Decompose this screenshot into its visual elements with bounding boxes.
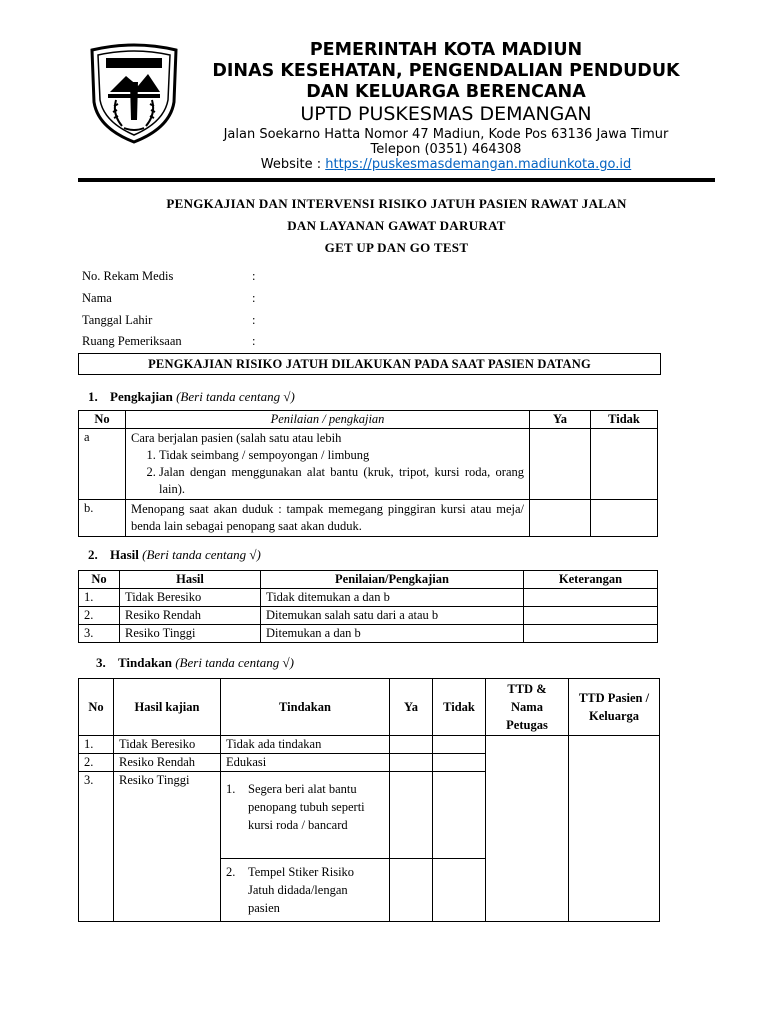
- section1-note: (Beri tanda centang √): [176, 389, 295, 404]
- header-address: Jalan Soekarno Hatta Nomor 47 Madiun, Kode Pos 63136 Jawa Timur: [223, 127, 669, 142]
- form-title-line2: DAN LAYANAN GAWAT DARURAT: [287, 218, 506, 233]
- action-number: 2.: [226, 865, 236, 879]
- row-no: b.: [79, 500, 126, 537]
- row-no: 3.: [79, 772, 114, 922]
- ya-checkbox-cell[interactable]: [390, 736, 433, 754]
- col-ya: Ya: [390, 679, 433, 736]
- ya-checkbox-cell[interactable]: [390, 772, 433, 859]
- field-colon: :: [252, 269, 256, 283]
- result-table: [78, 570, 658, 643]
- assessment-table: [78, 410, 658, 537]
- col-no: No: [79, 571, 120, 589]
- header-line4: UPTD PUSKESMAS DEMANGAN: [300, 103, 592, 125]
- tidak-checkbox-cell[interactable]: [591, 429, 658, 500]
- field-colon: :: [252, 334, 256, 348]
- row-no: 3.: [79, 625, 120, 643]
- row-no: 2.: [79, 754, 114, 772]
- row-no: 1.: [79, 589, 120, 607]
- tidak-checkbox-cell[interactable]: [433, 754, 486, 772]
- section2-title: Hasil: [110, 547, 139, 562]
- table-header-row: [79, 411, 658, 429]
- row-no: 1.: [79, 736, 114, 754]
- website-link[interactable]: https://puskesmasdemangan.madiunkota.go.id: [325, 157, 632, 172]
- section3-title: Tindakan: [118, 655, 172, 670]
- tidak-checkbox-cell[interactable]: [433, 859, 486, 922]
- field-label: Nama: [82, 291, 112, 305]
- keterangan-cell[interactable]: [524, 625, 658, 643]
- field-nama: [82, 291, 255, 306]
- col-tidak: Tidak: [433, 679, 486, 736]
- tidak-checkbox-cell[interactable]: [433, 736, 486, 754]
- shield-icon: [86, 42, 182, 146]
- row-no: 2.: [79, 607, 120, 625]
- row-hasil: Resiko Tinggi: [120, 625, 261, 643]
- header-phone: Telepon (0351) 464308: [370, 142, 522, 157]
- col-ttd-petugas: TTD & Nama Petugas: [486, 679, 569, 736]
- field-colon: :: [252, 291, 256, 305]
- header-line3: DAN KELUARGA BERENCANA: [306, 82, 586, 102]
- assessment-banner: PENGKAJIAN RISIKO JATUH DILAKUKAN PADA SAAT PASIEN DATANG: [78, 353, 661, 375]
- action-text: Segera beri alat bantu penopang tubuh seperti kursi roda / bancard: [248, 782, 365, 832]
- table-row: [79, 589, 658, 607]
- row-penilaian: Tidak ditemukan a dan b: [261, 589, 524, 607]
- table-row: [79, 625, 658, 643]
- row-hasil: Tidak Beresiko: [114, 736, 221, 754]
- row-tindakan: Edukasi: [221, 754, 390, 772]
- row-penilaian: Menopang saat akan duduk : tampak memegang pinggiran kursi atau meja/ benda lain sebagai penopang saat akan duduk.: [126, 500, 530, 537]
- field-label: Tanggal Lahir: [82, 313, 153, 327]
- section2-heading: [88, 547, 261, 563]
- row-tindakan: Tidak ada tindakan: [221, 736, 390, 754]
- table-header-row: [79, 679, 660, 736]
- section1-title: Pengkajian: [110, 389, 173, 404]
- form-title-line1: PENGKAJIAN DAN INTERVENSI RISIKO JATUH PASIEN RAWAT JALAN: [166, 196, 627, 211]
- col-no: No: [79, 679, 114, 736]
- header-line1: PEMERINTAH KOTA MADIUN: [309, 40, 583, 60]
- action-item: [221, 772, 390, 859]
- row-text: Cara berjalan pasien (salah satu atau lebih: [131, 431, 342, 445]
- col-no: No: [79, 411, 126, 429]
- row-penilaian: [126, 429, 530, 500]
- website-label: Website :: [260, 157, 326, 172]
- header-line2: DINAS KESEHATAN, PENGENDALIAN PENDUDUK: [212, 61, 680, 81]
- keterangan-cell[interactable]: [524, 607, 658, 625]
- row-no: a: [79, 429, 126, 500]
- col-tidak: Tidak: [591, 411, 658, 429]
- table-header-row: [79, 571, 658, 589]
- city-emblem-logo: [86, 42, 182, 146]
- action-table: [78, 678, 660, 922]
- table-row: [79, 736, 660, 754]
- row-hasil: Tidak Beresiko: [120, 589, 261, 607]
- field-label: Ruang Pemeriksaan: [82, 334, 182, 348]
- col-penilaian: Penilaian/Pengkajian: [261, 571, 524, 589]
- section2-number: 2.: [88, 547, 98, 562]
- list-item: 1. Tidak seimbang / sempoyongan / limbung: [159, 447, 524, 464]
- section1-number: 1.: [88, 389, 98, 404]
- col-hasil: Hasil: [120, 571, 261, 589]
- ya-checkbox-cell[interactable]: [530, 429, 591, 500]
- table-row: [79, 429, 658, 500]
- ya-checkbox-cell[interactable]: [390, 859, 433, 922]
- ya-checkbox-cell[interactable]: [390, 754, 433, 772]
- header-website: [186, 157, 706, 172]
- table-row: [79, 607, 658, 625]
- field-rekam-medis: [82, 269, 255, 284]
- col-penilaian: Penilaian / pengkajian: [126, 411, 530, 429]
- ttd-petugas-cell[interactable]: [486, 736, 569, 922]
- ya-checkbox-cell[interactable]: [530, 500, 591, 537]
- col-keterangan: Keterangan: [524, 571, 658, 589]
- table-row: [79, 500, 658, 537]
- ttd-pasien-cell[interactable]: [569, 736, 660, 922]
- row-penilaian: Ditemukan a dan b: [261, 625, 524, 643]
- row-hasil: Resiko Rendah: [114, 754, 221, 772]
- form-title-line3: GET UP DAN GO TEST: [324, 240, 469, 255]
- field-colon: :: [252, 313, 256, 327]
- tidak-checkbox-cell[interactable]: [433, 772, 486, 859]
- col-hasil-kajian: Hasil kajian: [114, 679, 221, 736]
- section3-number: 3.: [96, 655, 106, 670]
- field-ruang-pemeriksaan: [82, 334, 255, 349]
- action-item: [221, 859, 390, 922]
- tidak-checkbox-cell[interactable]: [591, 500, 658, 537]
- row-penilaian: Ditemukan salah satu dari a atau b: [261, 607, 524, 625]
- col-ttd-pasien: TTD Pasien / Keluarga: [569, 679, 660, 736]
- col-ya: Ya: [530, 411, 591, 429]
- section3-heading: [96, 655, 294, 671]
- field-label: No. Rekam Medis: [82, 269, 174, 283]
- list-item: 2. Jalan dengan menggunakan alat bantu (kruk, tripot, kursi roda, orang lain).: [159, 464, 524, 498]
- row-hasil: Resiko Rendah: [120, 607, 261, 625]
- section1-heading: [88, 389, 295, 405]
- section2-note: (Beri tanda centang √): [142, 547, 261, 562]
- action-number: 1.: [226, 782, 236, 796]
- field-tanggal-lahir: [82, 313, 255, 328]
- action-text: Tempel Stiker Risiko Jatuh didada/lengan pasien: [248, 865, 355, 915]
- header-divider: [78, 178, 715, 182]
- keterangan-cell[interactable]: [524, 589, 658, 607]
- row-hasil: Resiko Tinggi: [114, 772, 221, 922]
- col-tindakan: Tindakan: [221, 679, 390, 736]
- section3-note: (Beri tanda centang √): [175, 655, 294, 670]
